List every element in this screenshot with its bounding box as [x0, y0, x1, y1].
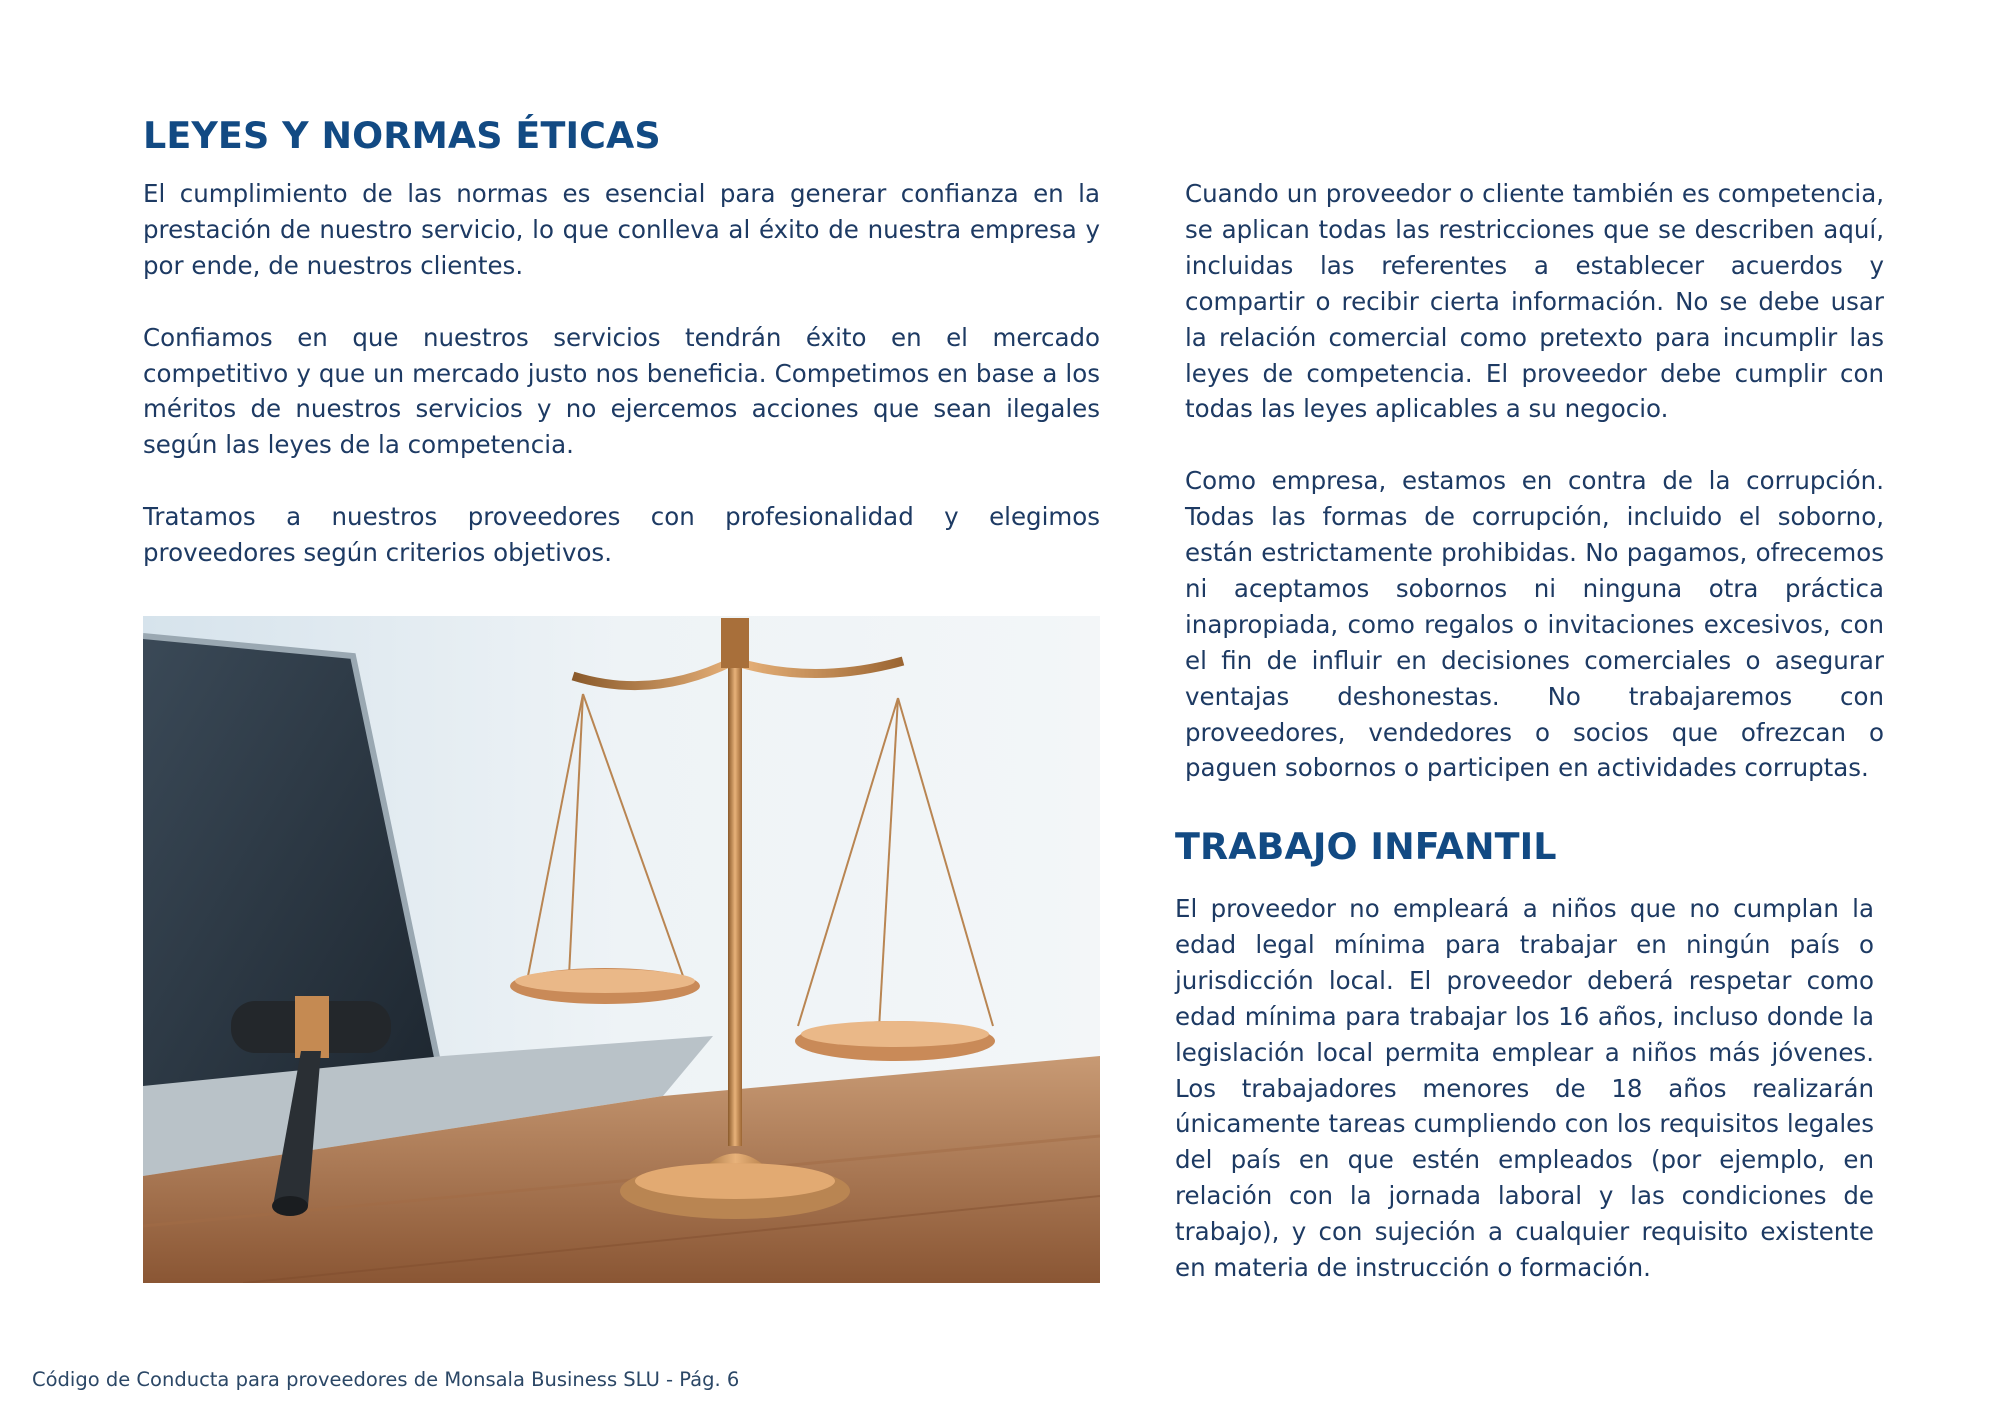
trabajo-infantil-column: [1175, 891, 1874, 1286]
paragraph: El cumplimiento de las normas es esencial para generar confianza en la prestación de nuestro servicio, lo que conlleva al éxito de nuestra empresa y por ende, de nuestros clientes.: [143, 179, 1100, 280]
page-footer: Código de Conducta para proveedores de Monsala Business SLU - Pág. 6: [32, 1368, 740, 1391]
leyes-left-column: [143, 176, 1100, 571]
paragraph: Como empresa, estamos en contra de la corrupción. Todas las formas de corrupción, incluido el soborno, están estrictamente prohibidas. No pagamos, ofrecemos ni aceptamos sobornos ni ninguna otra práctica inapropiada, como regalos o invitaciones excesivos, con el fin de influir en decisiones comerciales o asegurar ventajas deshonestas. No trabajaremos con proveedores, vendedores o socios que ofrezcan o paguen sobornos o participen en actividades corruptas.: [1185, 466, 1884, 783]
section-title-leyes: LEYES Y NORMAS ÉTICAS: [143, 114, 661, 157]
paragraph: Cuando un proveedor o cliente también es competencia, se aplican todas las restricciones que se describen aquí, incluidas las referentes a establecer acuerdos y compartir o recibir cierta información. No se debe usar la relación comercial como pretexto para incumplir las leyes de competencia. El proveedor debe cumplir con todas las leyes aplicables a su negocio.: [1185, 179, 1884, 424]
leyes-right-column: [1185, 176, 1884, 786]
section-title-trabajo-infantil: TRABAJO INFANTIL: [1175, 825, 1557, 868]
paragraph: Confiamos en que nuestros servicios tendrán éxito en el mercado competitivo y que un mercado justo nos beneficia. Competimos en base a los méritos de nuestros servicios y no ejercemos acciones que sean ilegales según las leyes de la competencia.: [143, 322, 1100, 460]
scales-of-justice-photo: [143, 616, 1100, 1283]
paragraph: El proveedor no empleará a niños que no cumplan la edad legal mínima para trabajar en ningún país o jurisdicción local. El proveedor deberá respetar como edad mínima para trabajar los 16 años, incluso donde la legislación local permita emplear a niños más jóvenes. Los trabajadores menores de 18 años realizarán únicamente tareas cumpliendo con los requisitos legales del país en que estén empleados (por ejemplo, en relación con la jornada laboral y las condiciones de trabajo), y con sujeción a cualquier requisito existente en materia de instrucción o formación.: [1175, 894, 1874, 1283]
paragraph: Tratamos a nuestros proveedores con profesionalidad y elegimos proveedores según criterios objetivos.: [143, 502, 1100, 568]
scales-of-justice-icon: [143, 616, 1100, 1283]
